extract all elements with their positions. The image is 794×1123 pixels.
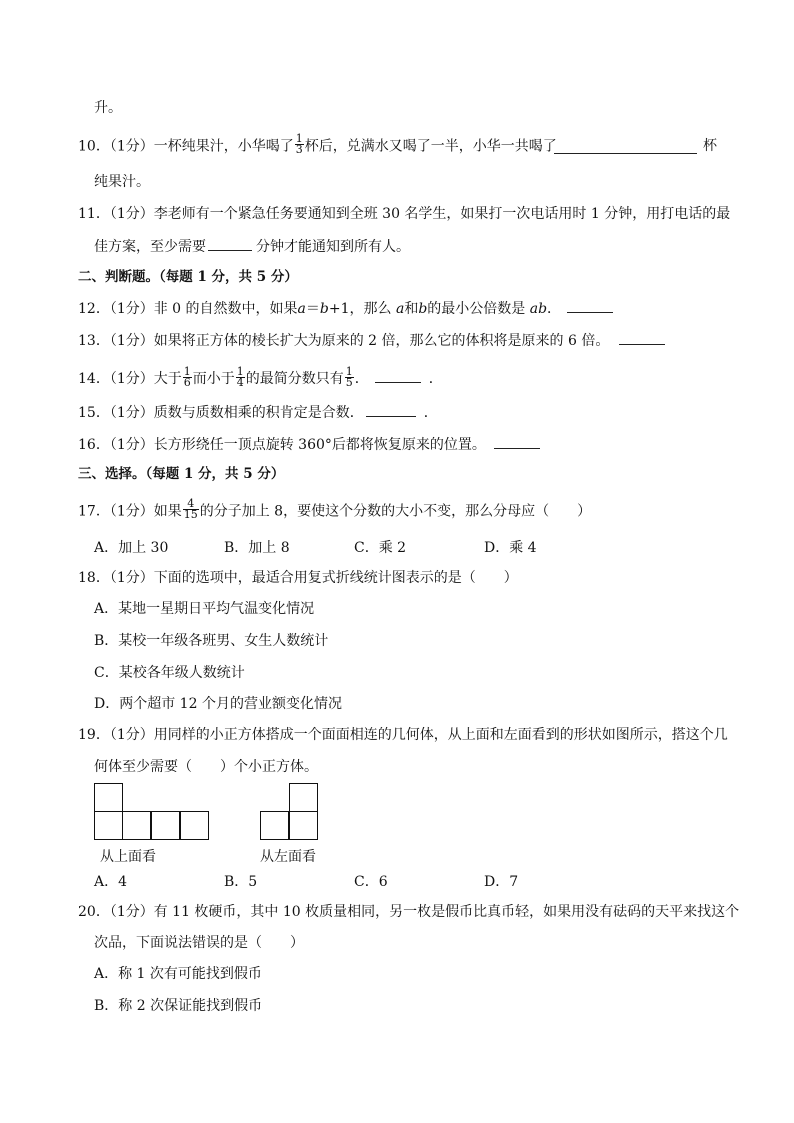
q19-option-c[interactable]: C．6 [354, 874, 388, 890]
q17-option-a[interactable]: A．加上 30 [94, 540, 169, 556]
frac-den: 15 [183, 508, 198, 521]
question-20-cont: 次品，下面说法错误的是（ ） [94, 935, 304, 951]
question-11-cont [94, 236, 410, 257]
q20-option-a[interactable]: A．称 1 次有可能找到假币 [94, 966, 262, 982]
q19-option-a[interactable]: A．4 [94, 874, 128, 890]
square-icon [289, 783, 318, 812]
frac-den: 3 [295, 143, 303, 156]
q14-dot2: ． [428, 371, 443, 387]
q19-option-d[interactable]: D．7 [484, 874, 519, 890]
question-14 [78, 364, 443, 390]
section-2-heading: 二、判断题。（每题 1 分，共 5 分） [78, 269, 298, 285]
q10-text-c: 杯 [703, 138, 717, 154]
question-13 [78, 330, 665, 351]
question-16 [78, 434, 540, 455]
question-20: 20．（1分）有 11 枚硬币，其中 10 枚质量相同，另一枚是假币比真币轻，如果用没有砝码的天平来找这个 [78, 904, 740, 920]
square-icon [180, 811, 209, 840]
q14-text-a: 14．（1分）大于 [78, 371, 182, 387]
frac-den: 4 [236, 375, 244, 389]
q13-text: 13．（1分）如果将正方体的棱长扩大为原来的 2 倍，那么它的体积将是原来的 6 倍。 [78, 333, 610, 349]
frac-num: 4 [187, 497, 195, 510]
square-icon [260, 811, 289, 840]
q16-answer-blank[interactable] [494, 434, 540, 449]
square-icon [289, 811, 318, 840]
left-view-caption: 从左面看 [260, 849, 316, 865]
q11-text-b: 佳方案，至少需要 [94, 239, 206, 255]
q15-dot: ． [423, 405, 438, 421]
q12-var-b2: b [418, 301, 428, 317]
q14-text-b: 而小于 [192, 371, 235, 387]
section-3-heading: 三、选择。（每题 1 分，共 5 分） [78, 466, 285, 482]
q10-text-d: 纯果汁。 [94, 174, 150, 190]
q14-dot: ． [354, 371, 369, 387]
question-17 [78, 497, 592, 522]
q12-eq: ＝ [305, 301, 320, 317]
q20-option-b[interactable]: B．称 2 次保证能找到假币 [94, 998, 263, 1014]
q17-option-c[interactable]: C．乘 2 [354, 540, 407, 556]
square-icon [122, 811, 151, 840]
q10-text-b: 杯后，兑满水又喝了一半，小华一共喝了 [304, 138, 557, 155]
frac-num: 1 [295, 132, 303, 145]
q17-options [94, 537, 614, 557]
frac-num: 1 [345, 364, 353, 378]
q10-text-a: 10．（1分）一杯纯果汁，小华喝了 [78, 138, 294, 155]
q18-option-a[interactable]: A．某地一星期日平均气温变化情况 [94, 601, 315, 617]
frac-num: 1 [183, 364, 191, 378]
fraction-1-4 [236, 364, 245, 389]
q12-var-a2: a [395, 301, 405, 317]
question-11: 11．（1分）李老师有一个紧急任务要通知到全班 30 名学生，如果打一次电话用时 1 分钟，用打电话的最 [78, 206, 731, 222]
q12-ab: ab [529, 301, 548, 317]
question-18: 18．（1分）下面的选项中，最适合用复式折线统计图表示的是（ ） [78, 570, 518, 586]
question-12 [78, 298, 613, 319]
fraction-1-5 [345, 364, 354, 389]
frac-den: 6 [183, 375, 191, 389]
q13-answer-blank[interactable] [619, 330, 665, 345]
frac-den: 5 [345, 375, 353, 389]
q12-var-a: a [297, 301, 306, 317]
q12-answer-blank[interactable] [567, 298, 613, 313]
question-10 [78, 132, 557, 157]
fraction-1-6 [183, 364, 192, 389]
question-15 [78, 402, 438, 423]
q12-and: 和 [404, 301, 419, 317]
q18-option-b[interactable]: B．某校一年级各班男、女生人数统计 [94, 633, 329, 649]
frac-num: 1 [236, 364, 244, 378]
q19-options [94, 871, 614, 891]
question-19: 19．（1分）用同样的小正方体搭成一个面面相连的几何体，从上面和左面看到的形状如图所示，搭这个几 [78, 727, 728, 743]
q11-answer-blank[interactable] [208, 236, 252, 251]
continuation-text: 升。 [94, 100, 122, 116]
top-view-caption: 从上面看 [100, 849, 156, 865]
q11-text-c: 分钟才能通知到所有人。 [256, 239, 410, 255]
q18-option-d[interactable]: D．两个超市 12 个月的营业额变化情况 [94, 696, 342, 712]
square-icon [151, 811, 180, 840]
square-icon [94, 811, 123, 840]
q14-text-c: 的最简分数只有 [245, 371, 344, 387]
q17-option-d[interactable]: D．乘 4 [484, 540, 537, 556]
q14-answer-blank[interactable] [375, 368, 421, 383]
fraction-4-15 [183, 499, 199, 520]
q19-option-b[interactable]: B．5 [224, 874, 258, 890]
question-19-cont: 何体至少需要（ ）个小正方体。 [94, 759, 318, 775]
q12-var-b: b [319, 301, 329, 317]
q15-text: 15．（1分）质数与质数相乘的积肯定是合数． [78, 405, 364, 421]
q10-answer-blank[interactable] [554, 139, 697, 154]
square-icon [94, 783, 123, 812]
q16-text: 16．（1分）长方形绕任一顶点旋转 360°后都将恢复原来的位置。 [78, 437, 486, 453]
q15-answer-blank[interactable] [366, 402, 416, 417]
q12-dot: ． [547, 301, 562, 317]
q17-text-b: 的分子加上 8，要使这个分数的大小不变，那么分母应（ ） [199, 503, 592, 520]
q12-text-b: +1，那么 [328, 301, 392, 317]
q18-option-c[interactable]: C．某校各年级人数统计 [94, 665, 245, 681]
q12-tail: 的最小公倍数是 [427, 301, 526, 317]
q12-text-a: 12．（1分）非 0 的自然数中，如果 [78, 301, 298, 317]
q17-text-a: 17．（1分）如果 [78, 503, 182, 520]
fraction-1-3 [295, 134, 304, 155]
q17-option-b[interactable]: B．加上 8 [224, 540, 290, 556]
